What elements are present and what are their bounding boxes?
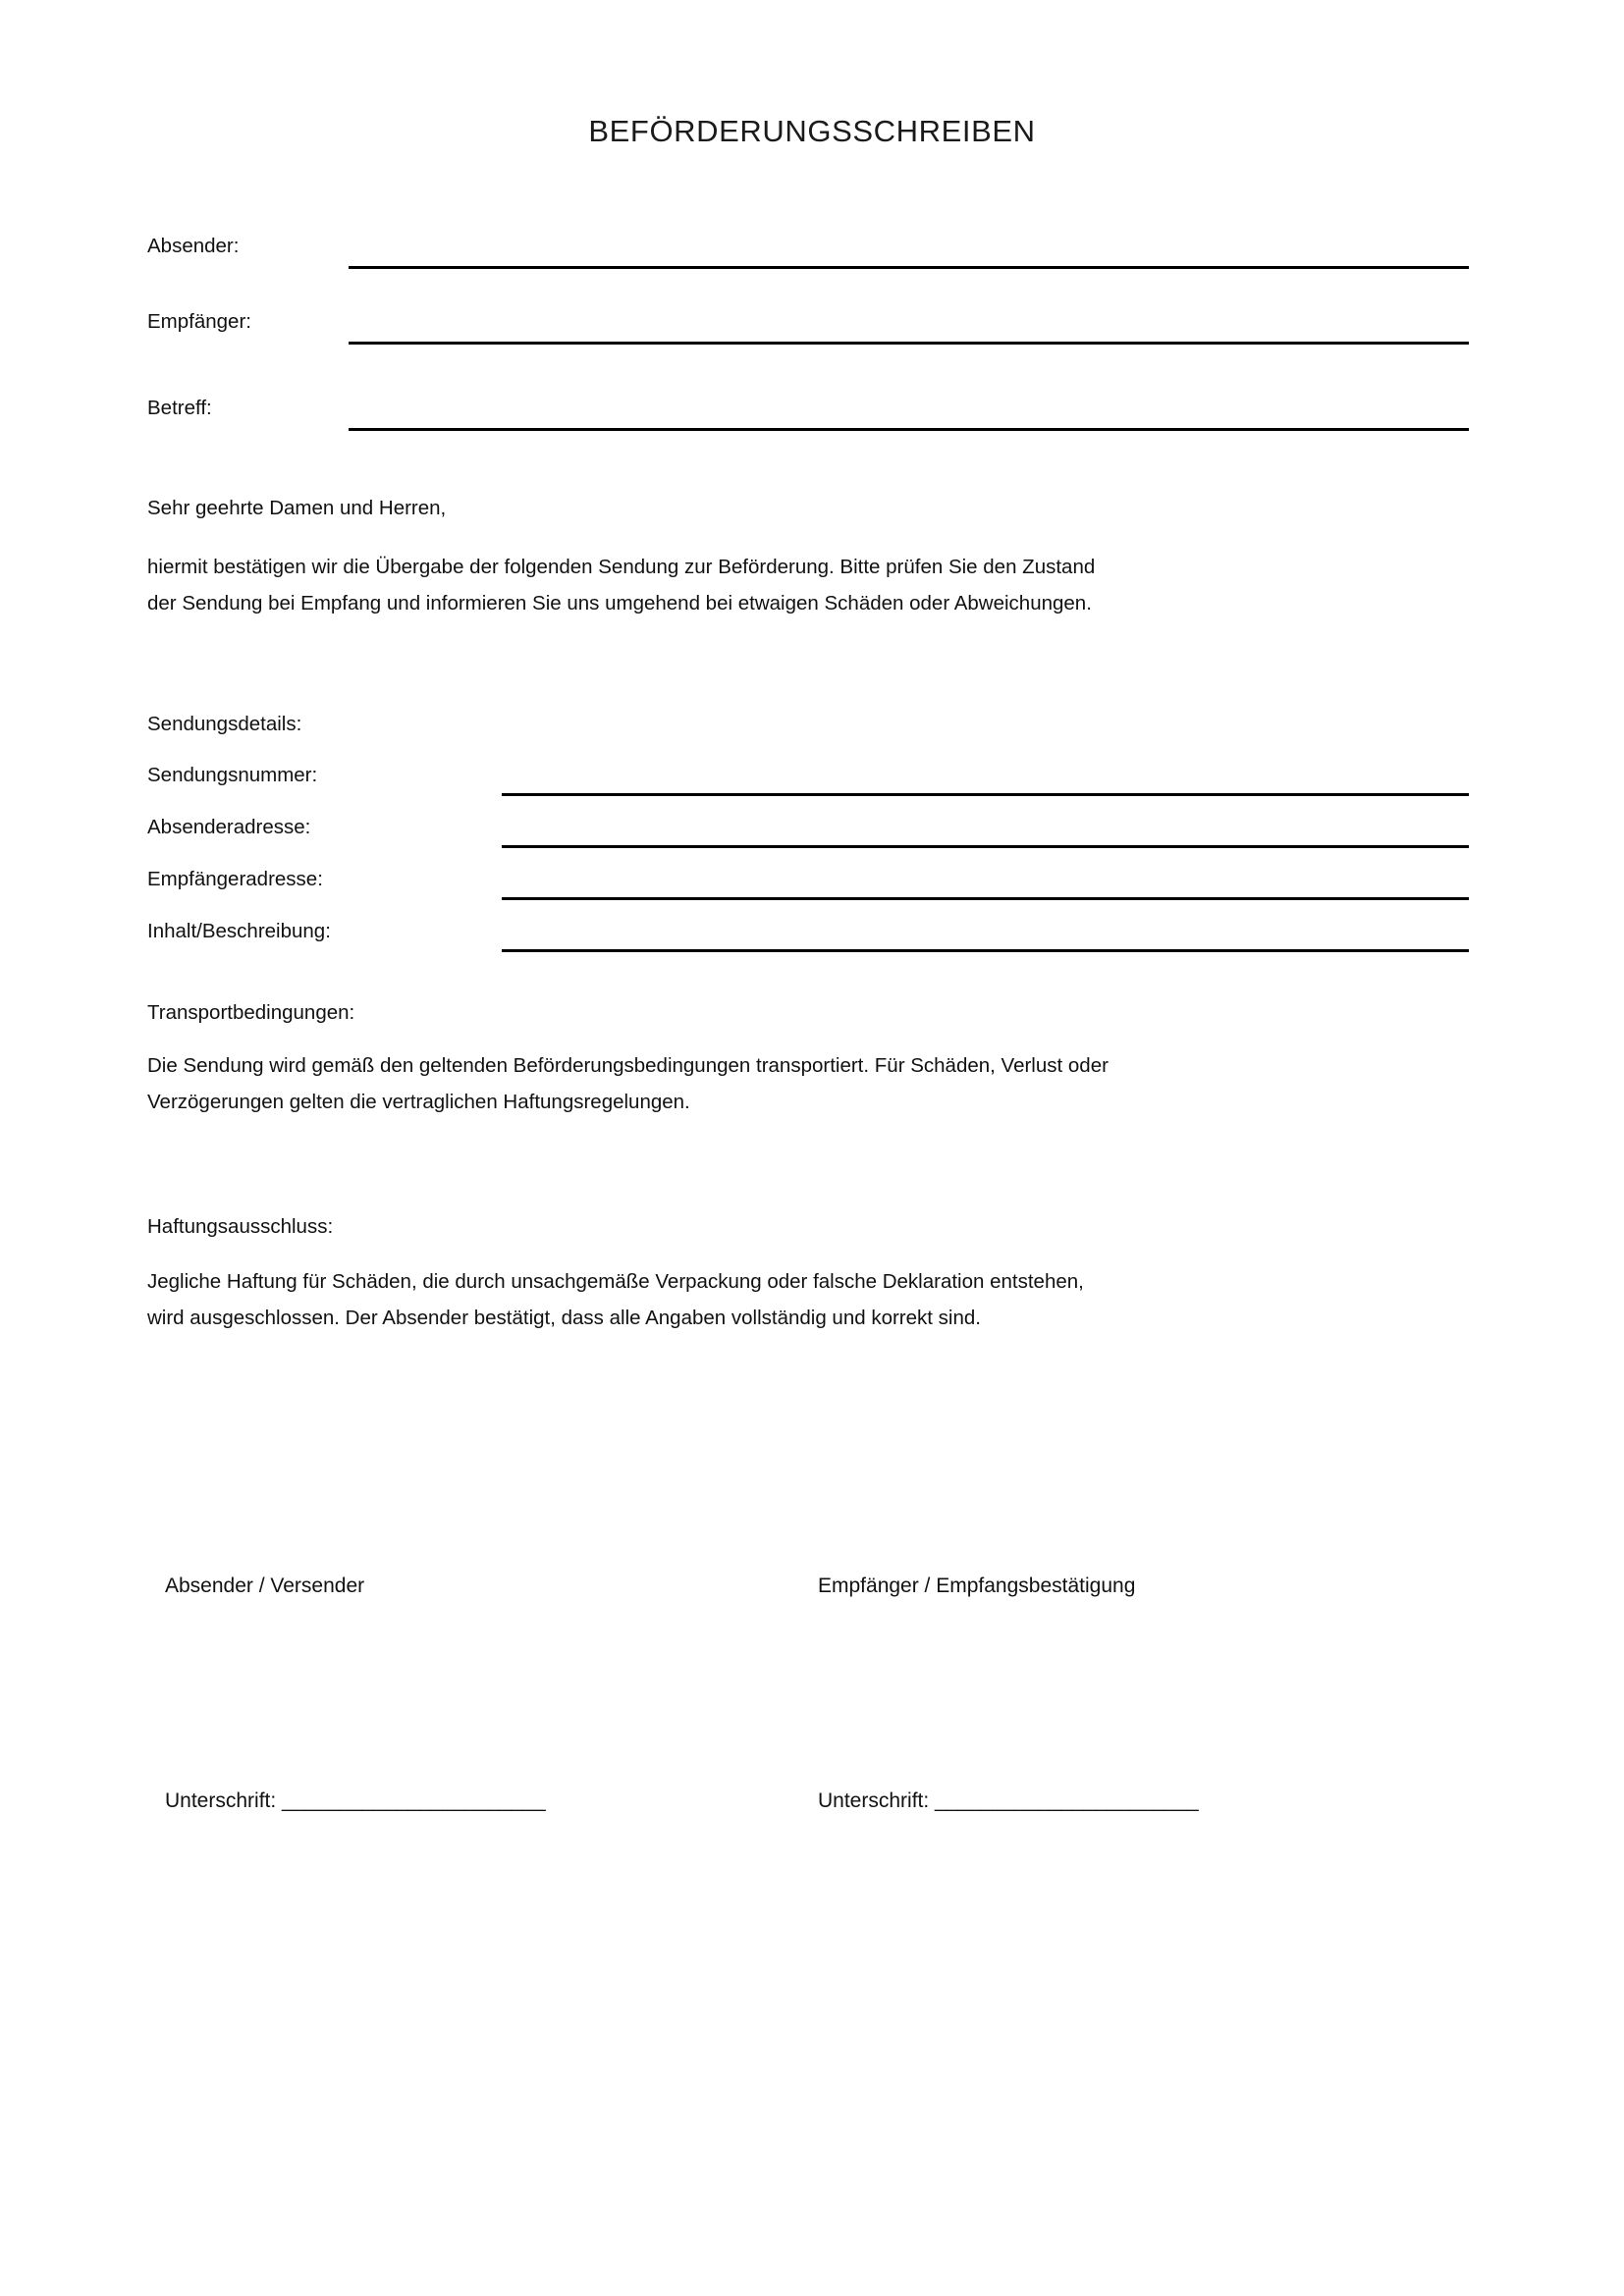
signature-line-recipient[interactable]: Unterschrift: _______________________ [818,1789,1199,1812]
transport-terms-line-2: Verzögerungen gelten die vertraglichen Haftungsregelungen. [147,1091,690,1113]
field-rule-betreff[interactable] [349,428,1469,431]
detail-rule-absenderadresse[interactable] [502,845,1469,848]
liability-line-1: Jegliche Haftung für Schäden, die durch unsachgemäße Verpackung oder falsche Deklaration entstehen, [147,1270,1084,1293]
field-label-betreff: Betreff: [147,397,212,419]
detail-rule-inhalt-beschreibung[interactable] [502,949,1469,952]
detail-rule-sendungsnummer[interactable] [502,793,1469,796]
field-label-absender: Absender: [147,235,240,257]
body-paragraph-line-2: der Sendung bei Empfang und informieren Sie uns umgehend bei etwaigen Schäden oder Abweichungen. [147,592,1092,614]
field-label-empfaenger: Empfänger: [147,310,251,333]
transport-terms-line-1: Die Sendung wird gemäß den geltenden Beförderungsbedingungen transportiert. Für Schäden, Verlust oder [147,1054,1109,1077]
salutation: Sehr geehrte Damen und Herren, [147,497,447,519]
detail-rule-empfaengeradresse[interactable] [502,897,1469,900]
liability-heading: Haftungsausschluss: [147,1215,334,1238]
field-rule-empfaenger[interactable] [349,342,1469,345]
detail-label-sendungsnummer: Sendungsnummer: [147,764,318,786]
detail-label-empfaengeradresse: Empfängeradresse: [147,868,323,890]
detail-label-absenderadresse: Absenderadresse: [147,816,311,838]
body-paragraph-line-1: hiermit bestätigen wir die Übergabe der folgenden Sendung zur Beförderung. Bitte prüfen Sie den Zustand [147,556,1096,578]
signature-caption-recipient: Empfänger / Empfangsbestätigung [818,1575,1136,1597]
field-rule-absender[interactable] [349,266,1469,269]
page-title: BEFÖRDERUNGSSCHREIBEN [588,114,1036,148]
shipment-details-heading: Sendungsdetails: [147,713,302,735]
signature-caption-sender: Absender / Versender [165,1575,365,1597]
signature-line-sender[interactable]: Unterschrift: _______________________ [165,1789,546,1812]
transport-terms-heading: Transportbedingungen: [147,1001,355,1024]
liability-line-2: wird ausgeschlossen. Der Absender bestätigt, dass alle Angaben vollständig und korrekt sind. [147,1307,981,1329]
detail-label-inhalt-beschreibung: Inhalt/Beschreibung: [147,920,331,942]
